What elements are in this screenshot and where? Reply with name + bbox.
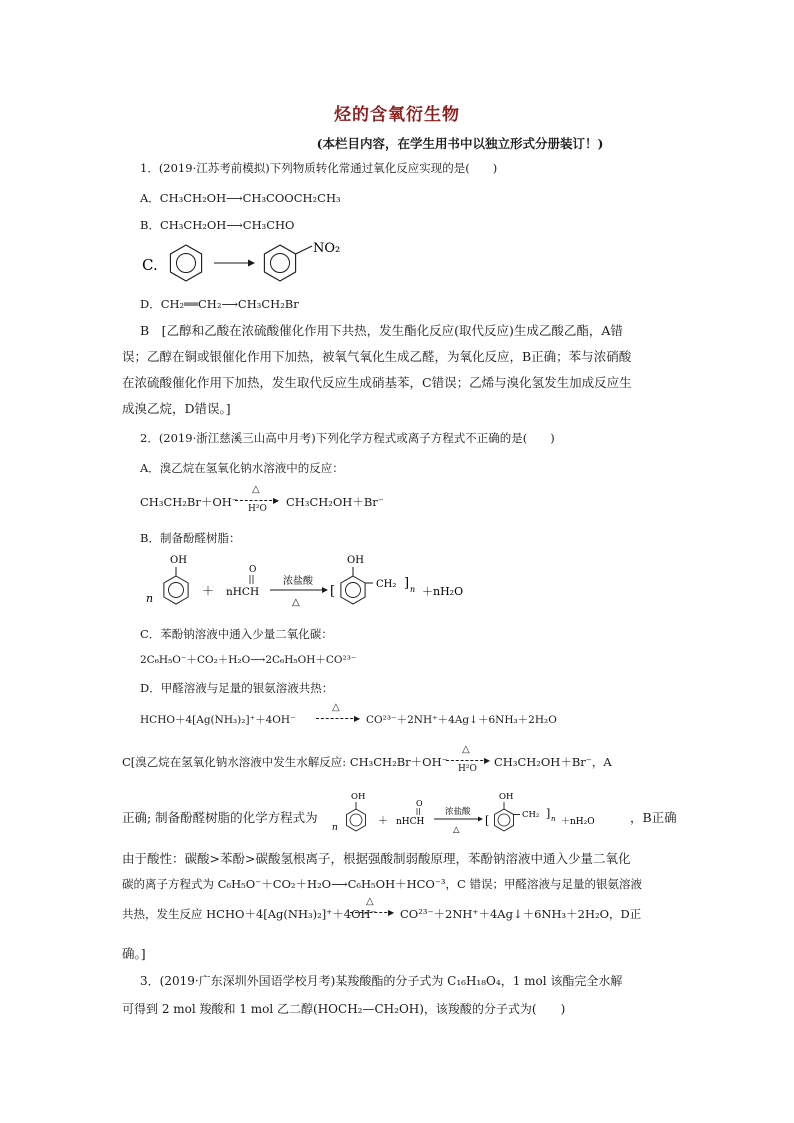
q2-answer-5-left: 共热，发生反应 HCHO＋4[Ag(NH₃)₂]⁺＋4OH⁻ <box>122 907 377 921</box>
q2-phenolic-resin-equation <box>140 548 490 618</box>
q2-answer-resin-equation <box>330 786 630 838</box>
q2-d-products: CO²³⁻＋2NH⁺＋4Ag↓＋6NH₃＋2H₂O <box>366 714 557 726</box>
q2-option-b: B．制备酚醛树脂： <box>140 531 241 545</box>
reaction-arrowhead-icon: ▶ <box>354 714 361 723</box>
heat-condition-label: △ <box>462 744 470 755</box>
carbonyl-oxygen-label: O <box>249 565 257 575</box>
reaction-arrow-icon <box>270 587 328 593</box>
benzene-ring-icon <box>170 245 201 281</box>
q2-option-d-equation <box>140 702 580 732</box>
reaction-arrowhead-icon: ▶ <box>484 756 491 765</box>
reaction-arrow-line <box>446 760 488 761</box>
formaldehyde-label: nHCH <box>226 586 260 598</box>
q2-answer-line-6: 确。] <box>122 946 146 961</box>
q2-d-reactants: HCHO＋4[Ag(NH₃)₂]⁺＋4OH⁻ <box>140 714 296 726</box>
plus-sign: ＋ <box>378 816 388 827</box>
heat-condition-label: △ <box>366 896 374 907</box>
q1-answer-line-2: 误；乙醇在铜或银催化作用下加热，被氧气氧化生成乙醛，为氧化反应，B正确；苯与浓硝酸 <box>122 349 632 364</box>
nitro-group-label: NO₂ <box>313 241 341 256</box>
q2-option-d: D．甲醛溶液与足量的银氨溶液共热： <box>140 681 334 695</box>
heat-label: △ <box>453 825 460 835</box>
water-label: ＋nH₂O <box>561 817 595 827</box>
q1-option-b: B．CH₃CH₂OH⟶CH₃CHO <box>140 218 295 232</box>
nitrobenzene-ring-icon <box>264 245 312 281</box>
heat-label: △ <box>292 597 300 608</box>
degree-n: n <box>410 585 416 594</box>
q2-answer-2-right: ，B正确 <box>630 810 677 825</box>
page-title: 烃的含氧衍生物 <box>334 105 460 125</box>
q2-option-c: C．苯酚钠溶液中通入少量二氧化碳： <box>140 627 333 641</box>
reaction-arrow-line <box>350 912 392 913</box>
q2-option-c-equation: 2C₆H₅O⁻＋CO₂＋H₂O⟶2C₆H₅OH＋CO²³⁻ <box>140 654 357 666</box>
reaction-arrow-icon <box>434 817 483 822</box>
polymer-bracket-open: [ <box>485 814 490 827</box>
phenol-ring-icon <box>164 567 188 604</box>
q2-a-products: CH₃CH₂OH＋Br⁻ <box>286 495 384 509</box>
methylene-label: CH₂ <box>522 810 540 820</box>
reaction-arrow-icon <box>214 260 255 267</box>
q2-answer-line-1 <box>122 744 682 778</box>
polymer-bracket-close: ] <box>546 807 551 820</box>
q2-answer-line-2 <box>122 786 692 838</box>
catalyst-label: 浓盐酸 <box>445 807 471 817</box>
phenol-ring-icon <box>347 802 366 831</box>
hydroxyl-label: OH <box>170 555 187 566</box>
q3-stem-line-2: 可得到 2 mol 羧酸和 1 mol 乙二醇(HOCH₂—CH₂OH)，该羧酸的分子式为( ) <box>122 1002 566 1016</box>
reaction-arrow-line <box>316 718 358 719</box>
reaction-arrow-line <box>235 500 277 501</box>
q1-answer-line-1: B [乙醇和乙酸在浓硫酸催化作用下共热，发生酯化反应(取代反应)生成乙酸乙酯，A错 <box>140 323 623 338</box>
plus-sign: ＋ <box>202 584 215 598</box>
q2-answer-5-right: CO²³⁻＋2NH⁺＋4Ag↓＋6NH₃＋2H₂O，D正 <box>400 907 642 921</box>
q2-answer-line-4: 碳的离子方程式为 C₆H₅O⁻＋CO₂＋H₂O⟶C₆H₅OH＋HCO⁻³，C 错误；甲醛溶液与足量的银氨溶液 <box>122 877 642 891</box>
q1-option-d: D．CH₂══CH₂⟶CH₃CH₂Br <box>140 297 299 311</box>
q3-stem-line-1: 3．(2019·广东深圳外国语学校月考)某羧酸酯的分子式为 C₁₆H₁₈O₄，1 mol 该酯完全水解 <box>140 974 623 988</box>
q1-answer-line-4: 成溴乙烷，D错误。] <box>122 401 231 416</box>
q2-answer-2-left: 正确; 制备酚醛树脂的化学方程式为 <box>122 810 318 825</box>
q2-option-a-equation <box>140 484 400 518</box>
methylene-label: CH₂ <box>376 579 397 590</box>
reaction-arrowhead-icon: ▶ <box>388 908 395 917</box>
q2-answer-line-5 <box>122 896 692 930</box>
q1-option-c-label: C. <box>142 256 158 274</box>
q2-answer-line-3: 由于酸性：碳酸>苯酚>碳酸氢根离子，根据强酸制弱酸原理，苯酚钠溶液中通入少量二氧化 <box>122 851 631 866</box>
resin-ring-icon <box>341 567 373 604</box>
heat-condition-label: △ <box>252 484 260 495</box>
coefficient-n: n <box>332 823 338 833</box>
resin-ring-icon <box>495 802 521 831</box>
carbonyl-oxygen-label: O <box>416 799 423 808</box>
page-subtitle: (本栏目内容，在学生用书中以独立形式分册装订！) <box>316 136 604 151</box>
resin-hydroxyl-label: OH <box>499 792 514 802</box>
formaldehyde-label: nHCH <box>396 817 425 827</box>
q2-answer-1-left: C[溴乙烷在氢氧化钠水溶液中发生水解反应: CH₃CH₂Br＋OH⁻ <box>122 755 448 769</box>
resin-hydroxyl-label: OH <box>347 555 364 566</box>
catalyst-label: 浓盐酸 <box>283 576 313 587</box>
q1-answer-line-3: 在浓硫酸催化作用下加热，发生取代反应生成硝基苯，C错误；乙烯与溴化氢发生加成反应生 <box>122 375 632 390</box>
coefficient-n: n <box>146 592 154 605</box>
q1-option-c-scheme <box>138 238 368 288</box>
heat-condition-label: △ <box>332 702 340 713</box>
water-label: ＋nH₂O <box>422 585 464 598</box>
solvent-condition-label: H²O <box>248 504 267 514</box>
polymer-bracket-open: [ <box>330 584 336 599</box>
q2-a-reactants: CH₃CH₂Br＋OH⁻ <box>140 495 238 509</box>
q1-option-a: A．CH₃CH₂OH⟶CH₃COOCH₂CH₃ <box>140 191 341 205</box>
reaction-arrowhead-icon: ▶ <box>273 496 280 505</box>
q2-answer-1-right: CH₃CH₂OH＋Br⁻，A <box>494 755 612 769</box>
q2-option-a: A．溴乙烷在氢氧化钠水溶液中的反应： <box>140 461 344 475</box>
q1-stem: 1．(2019·江苏考前模拟)下列物质转化常通过氧化反应实现的是( ) <box>140 161 498 175</box>
solvent-condition-label: H²O <box>458 764 477 774</box>
polymer-bracket-close: ] <box>404 576 410 591</box>
hydroxyl-label: OH <box>351 792 366 802</box>
degree-n: n <box>551 815 556 823</box>
q2-stem: 2．(2019·浙江慈溪三山高中月考)下列化学方程式或离子方程式不正确的是( ) <box>140 431 555 445</box>
